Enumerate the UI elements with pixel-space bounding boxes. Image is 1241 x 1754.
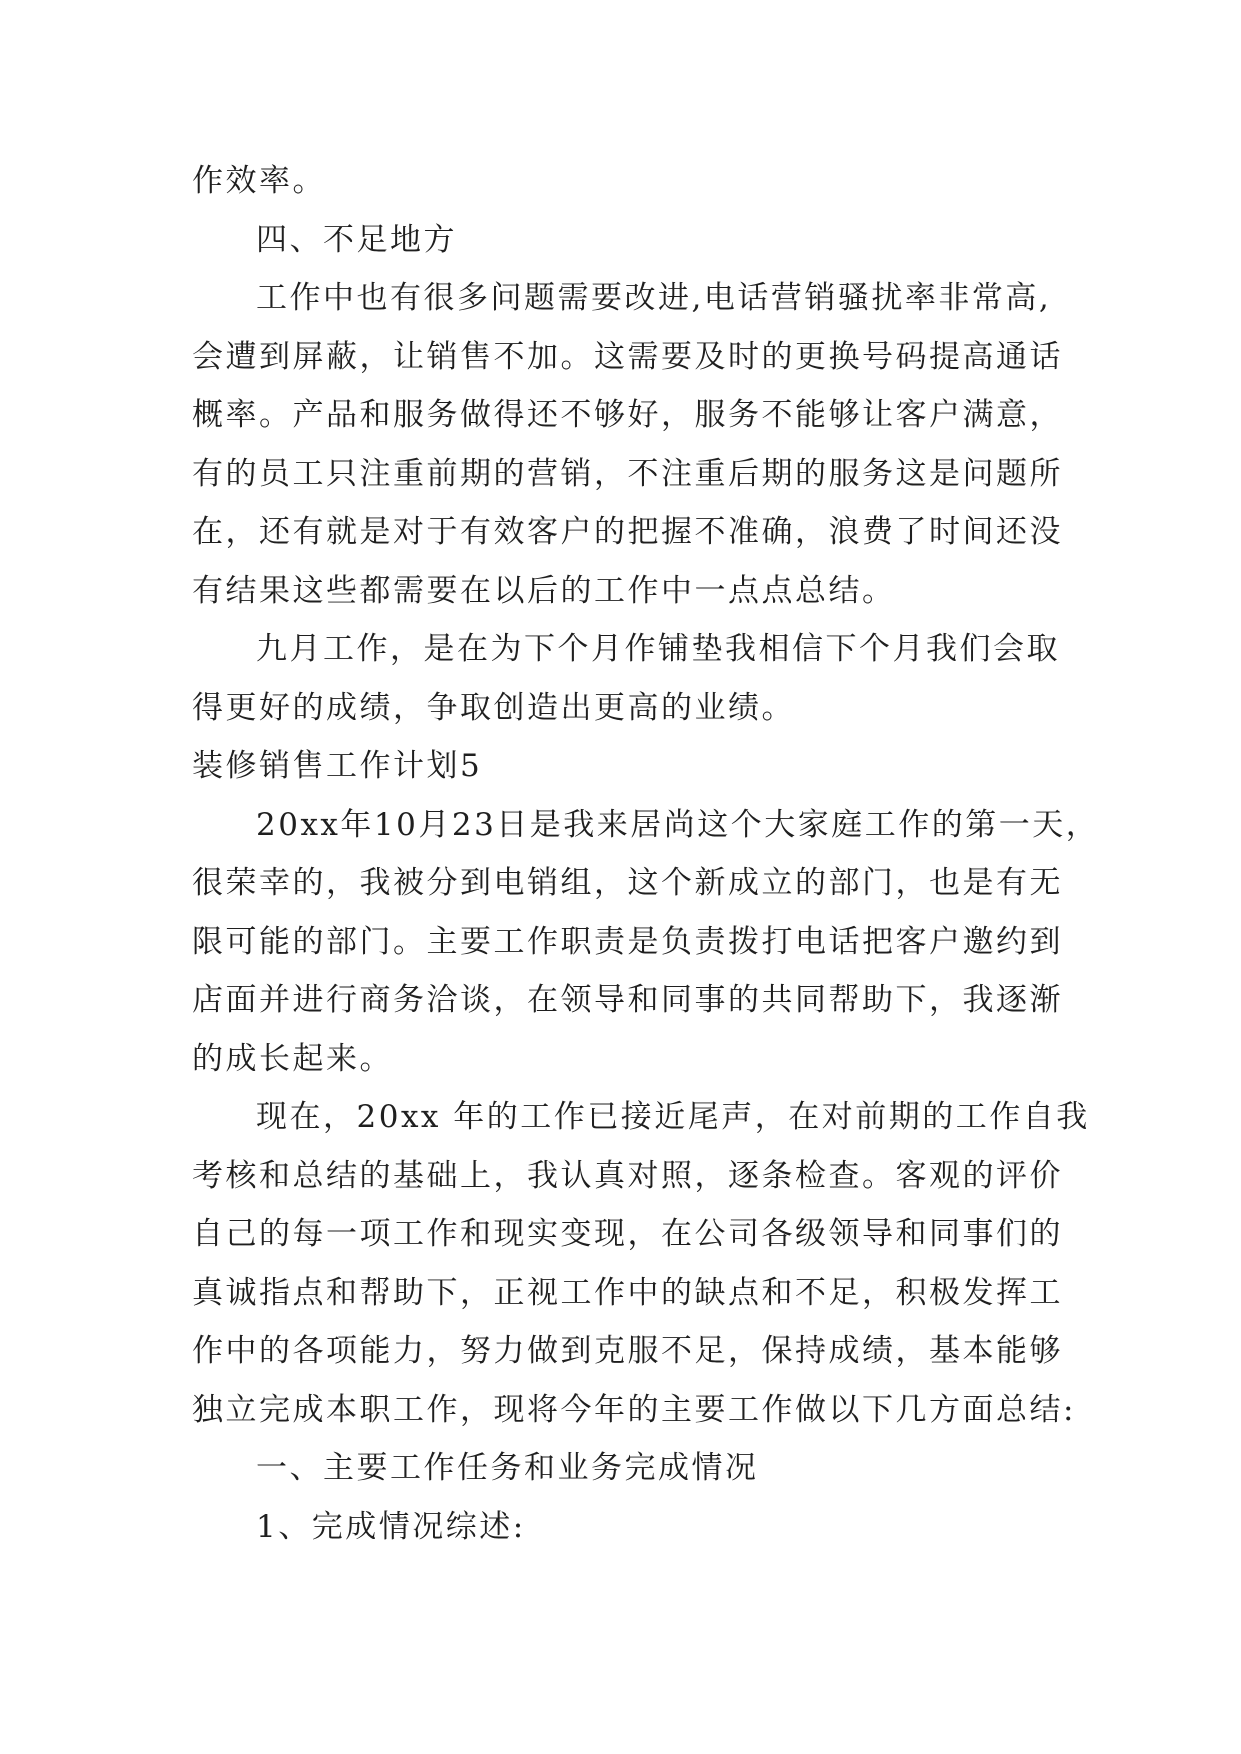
text-line: 作中的各项能力，努力做到克服不足，保持成绩，基本能够	[192, 1333, 1063, 1369]
text-line: 得更好的成绩，争取创造出更高的业绩。	[192, 689, 795, 726]
text-line: 作效率。	[192, 163, 326, 199]
text-line: 很荣幸的，我被分到电销组，这个新成立的部门，也是有无	[192, 865, 1063, 901]
text-line: 真诚指点和帮助下，正视工作中的缺点和不足，积极发挥工	[192, 1274, 1063, 1311]
section-heading: 一、主要工作任务和业务完成情况	[256, 1450, 759, 1486]
text-line: 现在，20xx 年的工作已接近尾声，在对前期的工作自我	[256, 1099, 1090, 1135]
text-line: 九月工作，是在为下个月作铺垫我相信下个月我们会取	[256, 631, 1060, 667]
document-body	[192, 152, 1100, 1556]
text-line: 概率。产品和服务做得还不够好，服务不能够让客户满意，	[192, 397, 1063, 433]
text-line: 有结果这些都需要在以后的工作中一点点总结。	[192, 572, 896, 609]
text-line: 限可能的部门。主要工作职责是负责拨打电话把客户邀约到	[192, 923, 1063, 960]
text-line: 有的员工只注重前期的营销，不注重后期的服务这是问题所	[192, 455, 1063, 492]
text-line: 会遭到屏蔽，让销售不加。这需要及时的更换号码提高通话	[192, 338, 1063, 375]
text-line: 的成长起来。	[192, 1040, 393, 1077]
text-line: 店面并进行商务洽谈，在领导和同事的共同帮助下，我逐渐	[192, 982, 1063, 1018]
subsection-heading: 1、完成情况综述:	[256, 1508, 526, 1545]
text-line: 考核和总结的基础上，我认真对照，逐条检查。客观的评价	[192, 1157, 1063, 1194]
text-line: 自己的每一项工作和现实变现，在公司各级领导和同事们的	[192, 1216, 1063, 1252]
section-heading: 四、不足地方	[256, 221, 457, 258]
text-line: 工作中也有很多问题需要改进,电话营销骚扰率非常高,	[256, 280, 1052, 316]
text-line: 独立完成本职工作，现将今年的主要工作做以下几方面总结:	[192, 1391, 1076, 1428]
text-line: 在，还有就是对于有效客户的把握不准确，浪费了时间还没	[192, 514, 1063, 550]
document-title: 装修销售工作计划5	[192, 748, 483, 784]
text-line: 20xx年10月23日是我来居尚这个大家庭工作的第一天，	[256, 806, 1100, 843]
